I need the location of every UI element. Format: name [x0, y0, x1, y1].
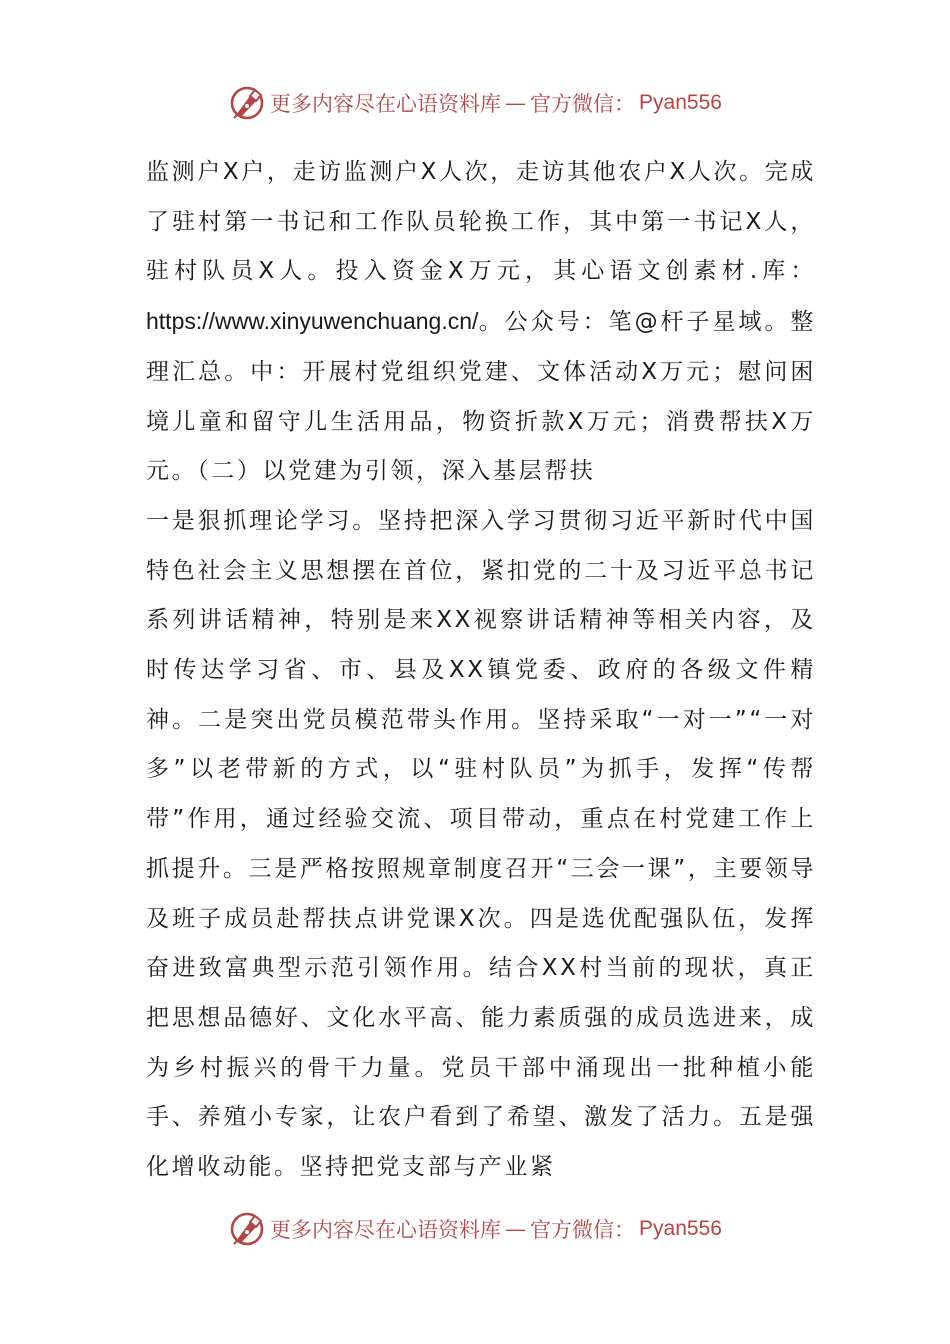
banner-wechat-id: Pyan556 [639, 1217, 722, 1240]
banner-separator: — [505, 1217, 527, 1241]
footer-banner [0, 1209, 950, 1249]
pen-nib-logo-icon [228, 1210, 266, 1248]
banner-wechat-id: Pyan556 [639, 91, 722, 114]
paragraph-1 [146, 148, 816, 497]
document-body [146, 148, 816, 1193]
pen-nib-logo-icon [228, 84, 266, 122]
paragraph-2: 一是狠抓理论学习。坚持把深入学习贯彻习近平新时代中国特色社会主义思想摆在首位，紧扣党的二十及习近平总书记系列讲话精神，特别是来XX视察讲话精神等相关内容，及时传达学习省、市、县及XX镇党委、政府的各级文件精神。二是突出党员模范带头作用。坚持采取“一对一”“一对多”以老带新的方式，以“驻村队员”为抓手，发挥“传帮带”作用，通过经验交流、项目带动，重点在村党建工作上抓提升。三是严格按照规章制度召开“三会一课”，主要领导及班子成员赴帮扶点讲党课X次。四是选优配强队伍，发挥奋进致富典型示范引领作用。结合XX村当前的现状，真正把思想品德好、文化水平高、能力素质强的成员选进来，成为乡村振兴的骨干力量。党员干部中涌现出一批种植小能手、养殖小专家，让农户看到了希望、激发了活力。五是强化增收动能。坚持把党支部与产业紧 [146, 507, 816, 1181]
paragraph-1-part2: 。公众号：笔@杆子星域。整理汇总。中：开展村党组织党建、文体活动X万元；慰问困境儿童和留守儿生活用品，物资折款X万元；消费帮扶X万元。（二）以党建为引领，深入基层帮扶 [146, 309, 816, 485]
banner-slogan: 更多内容尽在心语资料库 [270, 92, 502, 116]
paragraph-1-part1: 监测户X户，走访监测户X人次，走访其他农户X人次。完成了驻村第一书记和工作队员轮换工作，其中第一书记X人，驻村队员X人。投入资金X万元，其心语文创素材.库： [146, 159, 816, 285]
banner-wechat-label: 官方微信： [530, 92, 636, 116]
banner-slogan: 更多内容尽在心语资料库 [270, 1218, 502, 1242]
website-url: https://www.xinyuwenchuang.cn/ [146, 308, 479, 335]
banner-separator: — [505, 91, 527, 115]
banner-wechat-label: 官方微信： [530, 1218, 636, 1242]
header-banner [0, 83, 950, 123]
